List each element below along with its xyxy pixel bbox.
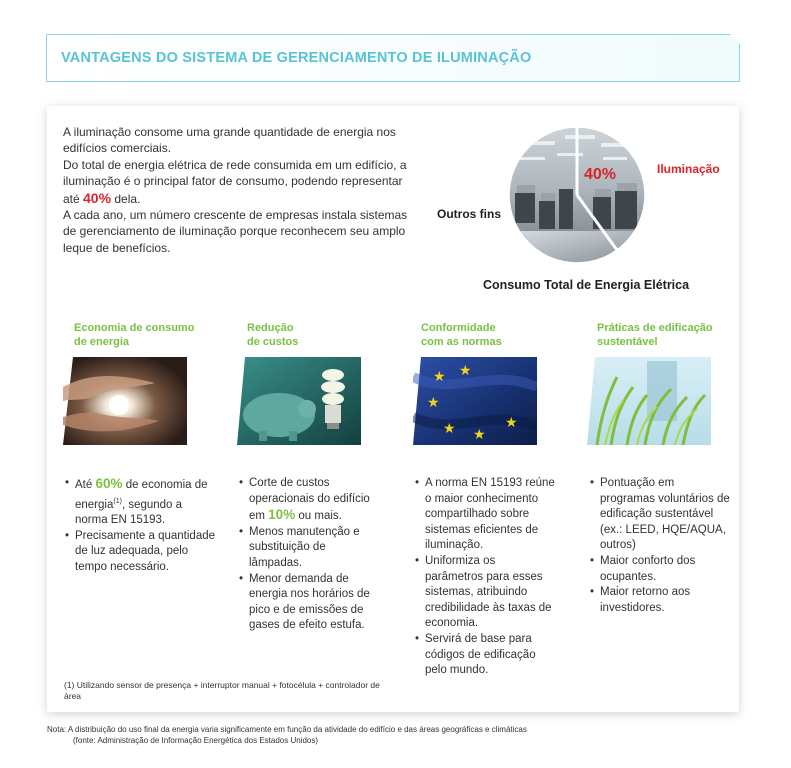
col2-title-line1: Redução: [247, 322, 294, 334]
col4-bullet-2: • Maior conforto dos ocupantes.: [590, 554, 730, 585]
col1-footnote-ref: (1): [113, 497, 122, 505]
pie-others-label: Outros fins: [437, 207, 502, 221]
col1-bullet-2: • Precisamente a quantidade de luz adequada, pelo tempo necessário.: [65, 529, 215, 576]
col1-bullet-1: • Até 60% de economia de energia$^{(1)}$, segundo a norma EN 15193.: [65, 476, 215, 529]
col2-list: [239, 476, 379, 634]
svg-text:★: ★: [433, 369, 446, 385]
col3-title-line2: com as normas: [421, 336, 502, 348]
svg-text:★: ★: [427, 395, 440, 411]
source-note-line2: (fonte: Administração de Informação Energética dos Estados Unidos): [73, 736, 319, 745]
col2-bullet-2: • Menos manutenção e substituição de lâmpadas.: [239, 525, 379, 572]
col3-title: [421, 321, 502, 349]
col2-bullet-1: • Corte de custos operacionais do edifício em 10% ou mais.: [239, 476, 379, 525]
intro-text: [63, 124, 415, 256]
col1-list: [65, 476, 215, 575]
col1-title-line2: de energia: [74, 336, 130, 348]
hands-light-icon: [63, 357, 187, 445]
energy-pie: [505, 123, 649, 267]
intro-p2-pre: Do total de energia elétrica de rede consumida em um edifício, a iluminação é o principal fator de consumo, podendo representar até: [63, 157, 407, 206]
svg-text:★: ★: [459, 363, 472, 379]
grass-building-icon: [587, 357, 711, 445]
col4-bullet-3: • Maior retorno aos investidores.: [590, 585, 730, 616]
col4-title-line1: Práticas de edificação: [597, 322, 713, 334]
col2-title-line2: de custos: [247, 336, 299, 348]
intro-paragraph-3: A cada ano, um número crescente de empresas instala sistemas de gerenciamento de iluminação porque reconhecem seu amplo leque de benefícios.: [63, 208, 408, 255]
pie-caption: Consumo Total de Energia Elétrica: [483, 278, 690, 292]
col3-title-line1: Conformidade: [421, 322, 496, 334]
col2-title: [247, 321, 298, 349]
intro-p2-post: dela.: [111, 191, 141, 206]
svg-text:★: ★: [505, 415, 518, 431]
intro-paragraph-2: [63, 157, 415, 207]
source-note-line1: Nota: A distribuição do uso final da energia varia significamente em função da atividade do edifício e das áreas geográficas e climáticas: [47, 725, 527, 734]
pie-lighting-label: Iluminação: [657, 162, 720, 176]
pie-svg: [505, 123, 649, 267]
col3-bullet-1: • A norma EN 15193 reúne o maior conhecimento compartilhado sobre sistemas eficientes de iluminação.: [415, 476, 555, 554]
col4-title: [597, 321, 713, 349]
svg-text:★: ★: [443, 421, 456, 437]
col2-bullet-3: • Menor demanda de energia nos horários de pico e de emissões de gases de efeito estufa.: [239, 572, 379, 634]
col2-highlight: 10%: [268, 507, 296, 523]
source-note: [47, 724, 747, 746]
section-header: [46, 34, 740, 82]
col4-bullet-1: • Pontuação em programas voluntários de edificação sustentável (ex.: LEED, HQE/AQUA, outros): [590, 476, 730, 554]
col1-title-line1: Economia de consumo: [74, 322, 195, 334]
col1-highlight: 60%: [95, 476, 123, 491]
section-title: VANTAGENS DO SISTEMA DE GERENCIAMENTO DE ILUMINAÇÃO: [61, 50, 532, 66]
piggy-bank-bulb-icon: [237, 357, 361, 445]
eu-flag-icon: [413, 357, 537, 445]
col1-title: [74, 321, 194, 349]
intro-paragraph-1: A iluminação consome uma grande quantidade de energia nos edifícios comerciais.: [63, 125, 396, 156]
svg-text:★: ★: [473, 427, 486, 443]
col4-title-line2: sustentável: [597, 336, 658, 348]
col4-list: [590, 476, 730, 616]
pie-percent-label: 40%: [583, 166, 617, 183]
col3-bullet-2: • Uniformiza os parâmetros para esses sistemas, atribuindo credibilidade às taxas de economia.: [415, 554, 555, 632]
col3-bullet-3: • Servirá de base para códigos de edificação pelo mundo.: [415, 632, 555, 679]
intro-p2-highlight: 40%: [83, 189, 112, 206]
col3-list: [415, 476, 555, 679]
header-corner: [730, 34, 740, 44]
footnote: (1) Utilizando sensor de presença + interruptor manual + fotocélula + controlador de área: [64, 680, 380, 701]
